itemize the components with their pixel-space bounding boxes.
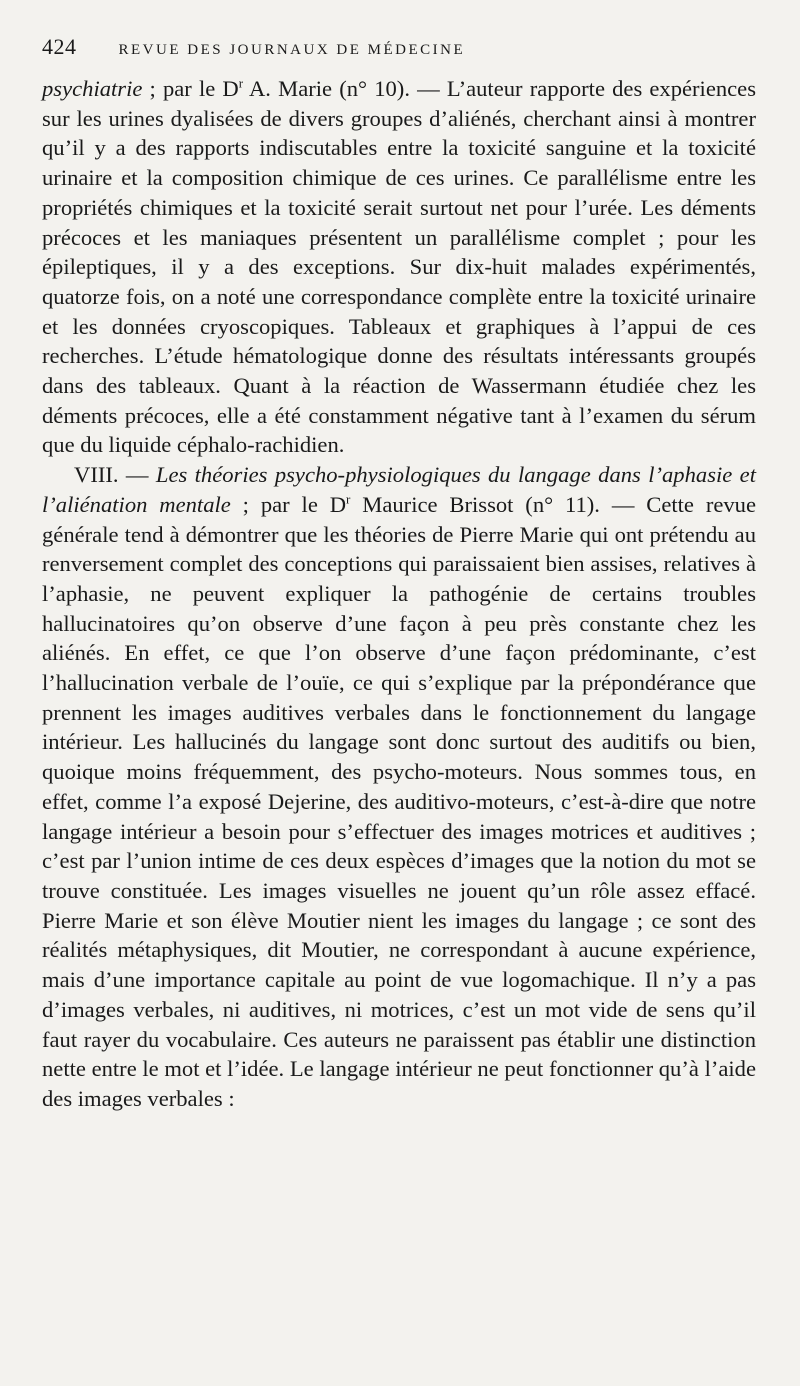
paragraph-marie-sup: r [238,75,244,91]
paragraph-marie-title: psychiatrie [42,76,143,101]
paragraph-brissot [42,460,756,1113]
paragraph-marie [42,74,756,460]
section-numeral: VIII. — [74,462,156,488]
page-number: 424 [42,34,77,59]
running-title: REVUE DES JOURNAUX DE MÉDECINE [118,42,466,58]
article-body [42,74,756,1114]
paragraph-brissot-by: ; par le D [230,491,347,517]
paragraph-brissot-title: Les théories psycho-physiologiques du langage dans l’aphasie et l’aliénation mentale [42,462,756,517]
paragraph-brissot-sup: r [346,491,351,507]
page-header [42,34,756,74]
paragraph-marie-by: ; par le D [142,76,239,101]
paragraph-brissot-text: Maurice Brissot (n° 11). — Cette revue générale tend à démontrer que les théories de Pierre Marie qui ont prétendu au renversement complet des conceptions qui paraissaient bien assises, relatives à l’aphasie, ne peuvent expliquer la pathogénie de certains troubles hallucinatoires qu’on observe d’une façon à peu près constante chez les aliénés. En effet, ce que l’on observe d’une façon prédominante, c’est l’hallucination verbale de l’ouïe, ce qui s’explique par la prépondérance que prennent les images auditives verbales dans le fonctionnement du langage intérieur. Les hallucinés du langage sont donc surtout des auditifs ou bien, quoique moins fréquemment, des psycho-moteurs. Nous sommes tous, en effet, comme l’a exposé Dejerine, des auditivo-moteurs, c’est-à-dire que notre langage intérieur a besoin pour s’effectuer des images motrices et auditives ; c’est par l’union intime de ces deux espèces d’images que la notion du mot se trouve constituée. Les images visuelles ne jouent qu’un rôle assez effacé. Pierre Marie et son élève Moutier nient les images du langage ; ce sont des réalités métaphysiques, dit Moutier, ne correspondant à aucune expérience, mais d’une importance capitale au point de vue logomachique. Il n’y a pas d’images verbales, ni auditives, ni motrices, c’est un mot vide de sens qu’il faut rayer du vocabulaire. Ces auteurs ne paraissent pas établir une distinction nette entre le mot et l’idée. Le langage intérieur ne peut fonctionner qu’à l’aide des images verbales : [42,491,757,1111]
paragraph-marie-text: A. Marie (n° 10). — L’auteur rapporte des expériences sur les urines dyalisées de divers groupes d’aliénés, cherchant ainsi à montrer qu’il y a des rapports indiscutables entre la toxicité sanguine et la toxicité urinaire et la composition chimique de ces urines. Ce parallélisme entre les propriétés chimiques et la toxicité serait surtout net pour l’urée. Les déments précoces et les maniaques présentent un parallélisme complet ; pour les épileptiques, il y a des exceptions. Sur dix-huit malades expérimentés, quatorze fois, on a noté une correspondance complète entre la toxicité urinaire et les données cryoscopiques. Tableaux et graphiques à l’appui de ces recherches. L’étude hématologique donne des résultats intéressants groupés dans des tableaux. Quant à la réaction de Wassermann étudiée chez les déments précoces, elle a été constamment négative tant à l’examen du sérum que du liquide céphalo-rachidien. [42,76,757,458]
